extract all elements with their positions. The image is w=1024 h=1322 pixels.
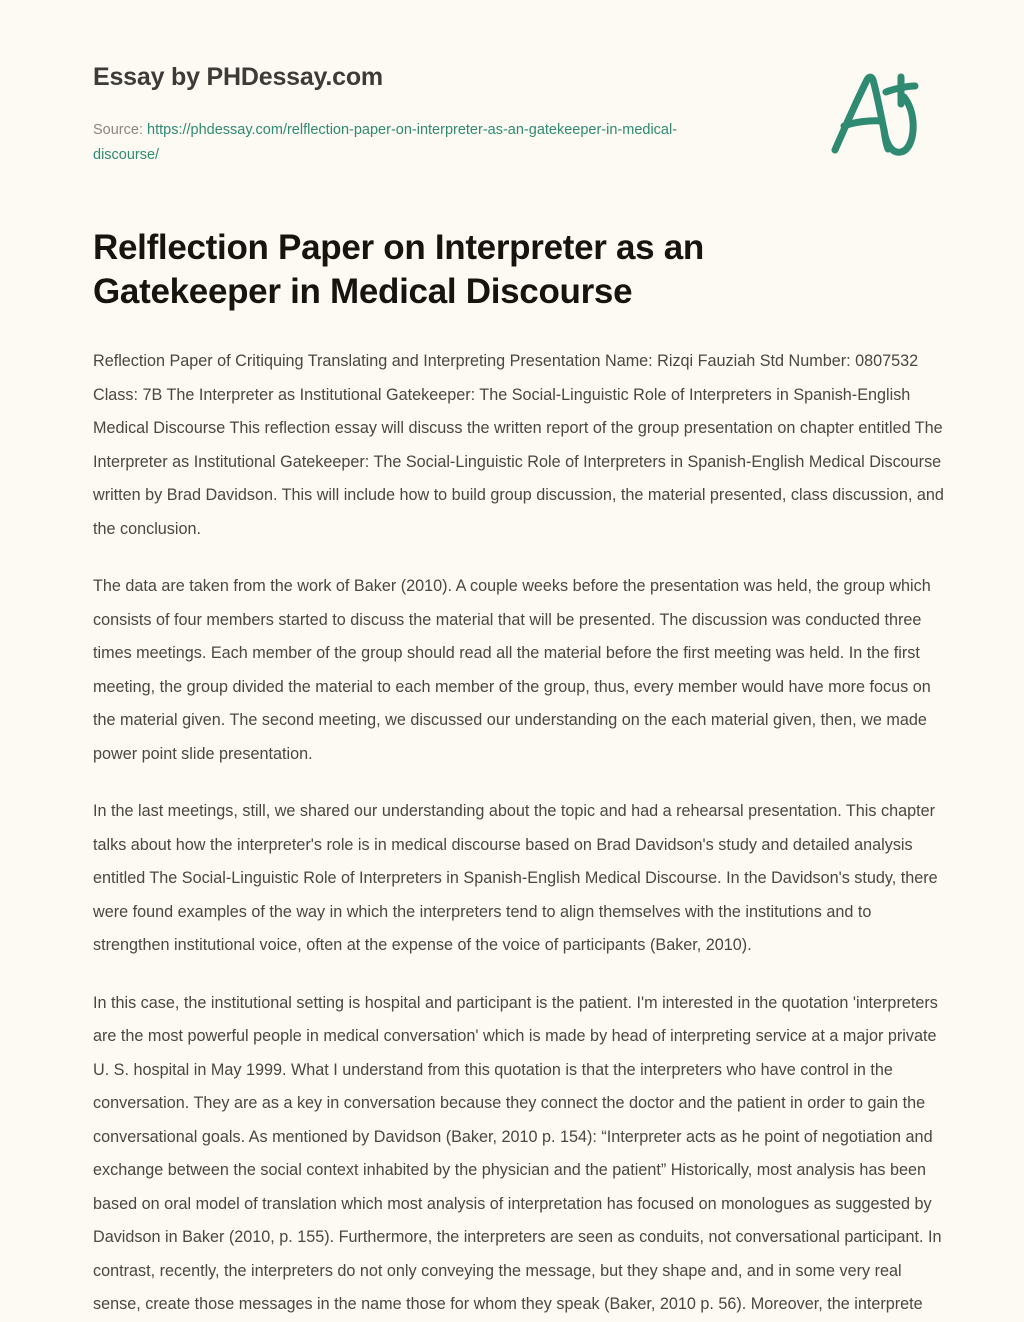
site-brand: Essay by PHDessay.com bbox=[93, 63, 383, 91]
essay-paragraph: In this case, the institutional setting is hospital and participant is the patient. I'm interested in the quotation 'interpreters are the most powerful people in medical conversation' which is made by head of interpreting service at a major private U. S. hospital in May 1999. What I understand from this quotation is that the interpreters who have control in the conversation. They are as a key in conversation because they connect the doctor and the patient in order to gain the conversational goals. As mentioned by Davidson (Baker, 2010 p. 154): “Interpreter acts as he point of negotiation and exchange between the social context inhabited by the physician and the patient” Historically, most analysis has been based on oral model of translation which most analysis of interpretation has focused on monologues as suggested by Davidson in Baker (2010, p. 155). Furthermore, the interpreters are seen as conduits, not conversational participant. In contrast, recently, the interpreters do not only conveying the message, but they shape and, and in some very real sense, create those messages in the name those for whom they speak (Baker, 2010 p. 56). Moreover, the interprete bbox=[93, 993, 942, 1313]
essay-paragraph: The data are taken from the work of Baker (2010). A couple weeks before the presentation was held, the group which consists of four members started to discuss the material that will be presented. The discussion was conducted three times meetings. Each member of the group should read all the material before the first meeting was held. In the first meeting, the group divided the material to each member of the group, thus, every member would have more focus on the material given. The second meeting, we discussed our understanding on the each material given, then, we made power point slide presentation. bbox=[93, 577, 931, 763]
a-plus-logo-icon bbox=[822, 64, 932, 164]
essay-paragraph: In the last meetings, still, we shared our understanding about the topic and had a rehearsal presentation. This chapter talks about how the interpreter's role is in medical discourse based on Brad Davidson's study and detailed analysis entitled The Social-Linguistic Role of Interpreters in Spanish-English Medical Discourse. In the Davidson's study, there were found examples of the way in which the interpreters tend to align themselves with the institutions and to strengthen institutional voice, often at the expense of the voice of participants (Baker, 2010). bbox=[93, 802, 938, 954]
source-url-link[interactable]: https://phdessay.com/relflection-paper-on-interpreter-as-an-gatekeeper-in-medical-discourse/ bbox=[93, 122, 678, 163]
source-line bbox=[93, 118, 733, 168]
essay-paragraph: Reflection Paper of Critiquing Translating and Interpreting Presentation Name: Rizqi Fauziah Std Number: 0807532 Class: 7B The Interpreter as Institutional Gatekeeper: The Social-Linguistic Role of Interpreters in Spanish-English Medical Discourse This reflection essay will discuss the written report of the group presentation on chapter entitled The Interpreter as Institutional Gatekeeper: The Social-Linguistic Role of Interpreters in Spanish-English Medical Discourse written by Brad Davidson. This will include how to build group discussion, the material presented, class discussion, and the conclusion. bbox=[93, 352, 944, 538]
source-label: Source: bbox=[93, 122, 143, 138]
page-title: Relflection Paper on Interpreter as an Gatekeeper in Medical Discourse bbox=[93, 228, 704, 311]
essay-body bbox=[0, 345, 1024, 1322]
page-header bbox=[0, 0, 1024, 168]
